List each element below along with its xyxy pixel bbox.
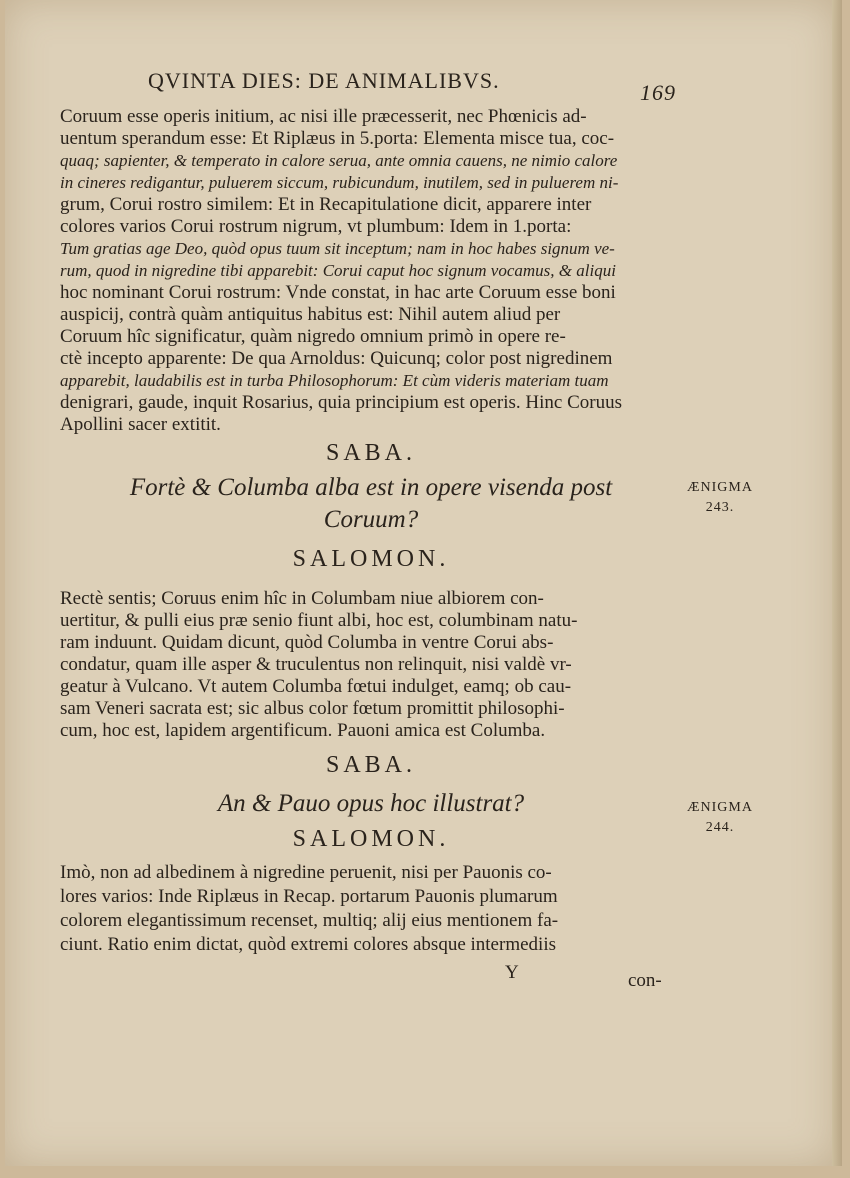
para1-line: apparebit, laudabilis est in turba Philosophorum: Et cùm videris materiam tuam [60,371,609,390]
para2-line: geatur à Vulcano. Vt autem Columba fœtui indulget, eamq; ob cau- [60,676,572,697]
para2-line: ram induunt. Quidam dicunt, quòd Columba in ventre Corui abs- [60,632,554,653]
para1-line: auspicij, contrà quàm antiquitus habitus est: Nihil autem aliud per [60,304,561,325]
para2-line: sam Veneri sacrata est; sic albus color fœtum promittit philosophi- [60,698,565,719]
para1-line: denigrari, gaude, inquit Rosarius, quia principium est operis. Hinc Coruus [60,392,622,413]
para2-line: uertitur, & pulli eius præ senio fiunt albi, hoc est, columbinam natu- [60,610,578,631]
page-edge [832,0,842,1166]
aenigma-number: 244. [705,820,735,835]
para3-line: ciunt. Ratio enim dictat, quòd extremi colores absque intermediis [60,934,556,955]
para1-line: hoc nominant Corui rostrum: Vnde constat, in hac arte Coruum esse boni [60,282,616,303]
para2-line: Rectè sentis; Coruus enim hîc in Columbam niue albiorem con- [60,588,544,609]
para1-line: Coruum esse operis initium, ac nisi ille præcesserit, nec Phœnicis ad- [60,106,587,127]
para1-line: in cineres redigantur, puluerem siccum, rubicundum, inutilem, sed in puluerem ni- [60,173,619,192]
aenigma-label: ÆNIGMA [687,800,753,815]
para3-line: colorem elegantissimum recenset, multiq; alij eius mentionem fa- [60,910,559,931]
para3-line: lores varios: Inde Riplæus in Recap. portarum Pauonis plumarum [60,886,558,907]
question-line: An & Pauo opus hoc illustrat? [217,790,525,817]
question-line: Fortè & Columba alba est in opere visenda post [129,474,613,501]
catchword: con- [628,970,662,991]
speaker-salomon: SALOMON. [292,826,450,852]
para1-line: rum, quod in nigredine tibi apparebit: Corui caput hoc signum vocamus, & aliqui [60,261,616,280]
para2-line: condatur, quam ille asper & truculentus non relinquit, nisi valdè vr- [60,654,572,675]
speaker-salomon: SALOMON. [292,546,450,572]
speaker-saba: SABA. [325,752,417,778]
speaker-saba: SABA. [325,440,417,466]
para3-line: Imò, non ad albedinem à nigredine peruenit, nisi per Pauonis co- [60,862,552,883]
aenigma-number: 243. [705,500,735,515]
para1-line: colores varios Corui rostrum nigrum, vt plumbum: Idem in 1.porta: [60,216,572,237]
signature-mark: Y [505,962,519,983]
question-line: Coruum? [323,506,419,533]
page-number: 169 [640,80,676,105]
para1-line: Apollini sacer extitit. [60,414,221,435]
para1-line: Tum gratias age Deo, quòd opus tuum sit inceptum; nam in hoc habes signum ve- [60,239,615,258]
para1-line: quaq; sapienter, & temperato in calore serua, ante omnia cauens, ne nimio calore [60,151,618,170]
para1-line: ctè incepto apparente: De qua Arnoldus: Quicunq; color post nigredinem [60,348,613,369]
para1-line: Coruum hîc significatur, quàm nigredo omnium primò in opere re- [60,326,566,347]
para2-line: cum, hoc est, lapidem argentificum. Pauoni amica est Columba. [60,720,546,741]
para1-line: grum, Corui rostro similem: Et in Recapitulatione dicit, apparere inter [60,194,592,215]
running-title: QVINTA DIES: DE ANIMALIBVS. [148,68,500,93]
para1-line: uentum sperandum esse: Et Riplæus in 5.porta: Elementa misce tua, coc- [60,128,615,149]
aenigma-label: ÆNIGMA [687,480,753,495]
